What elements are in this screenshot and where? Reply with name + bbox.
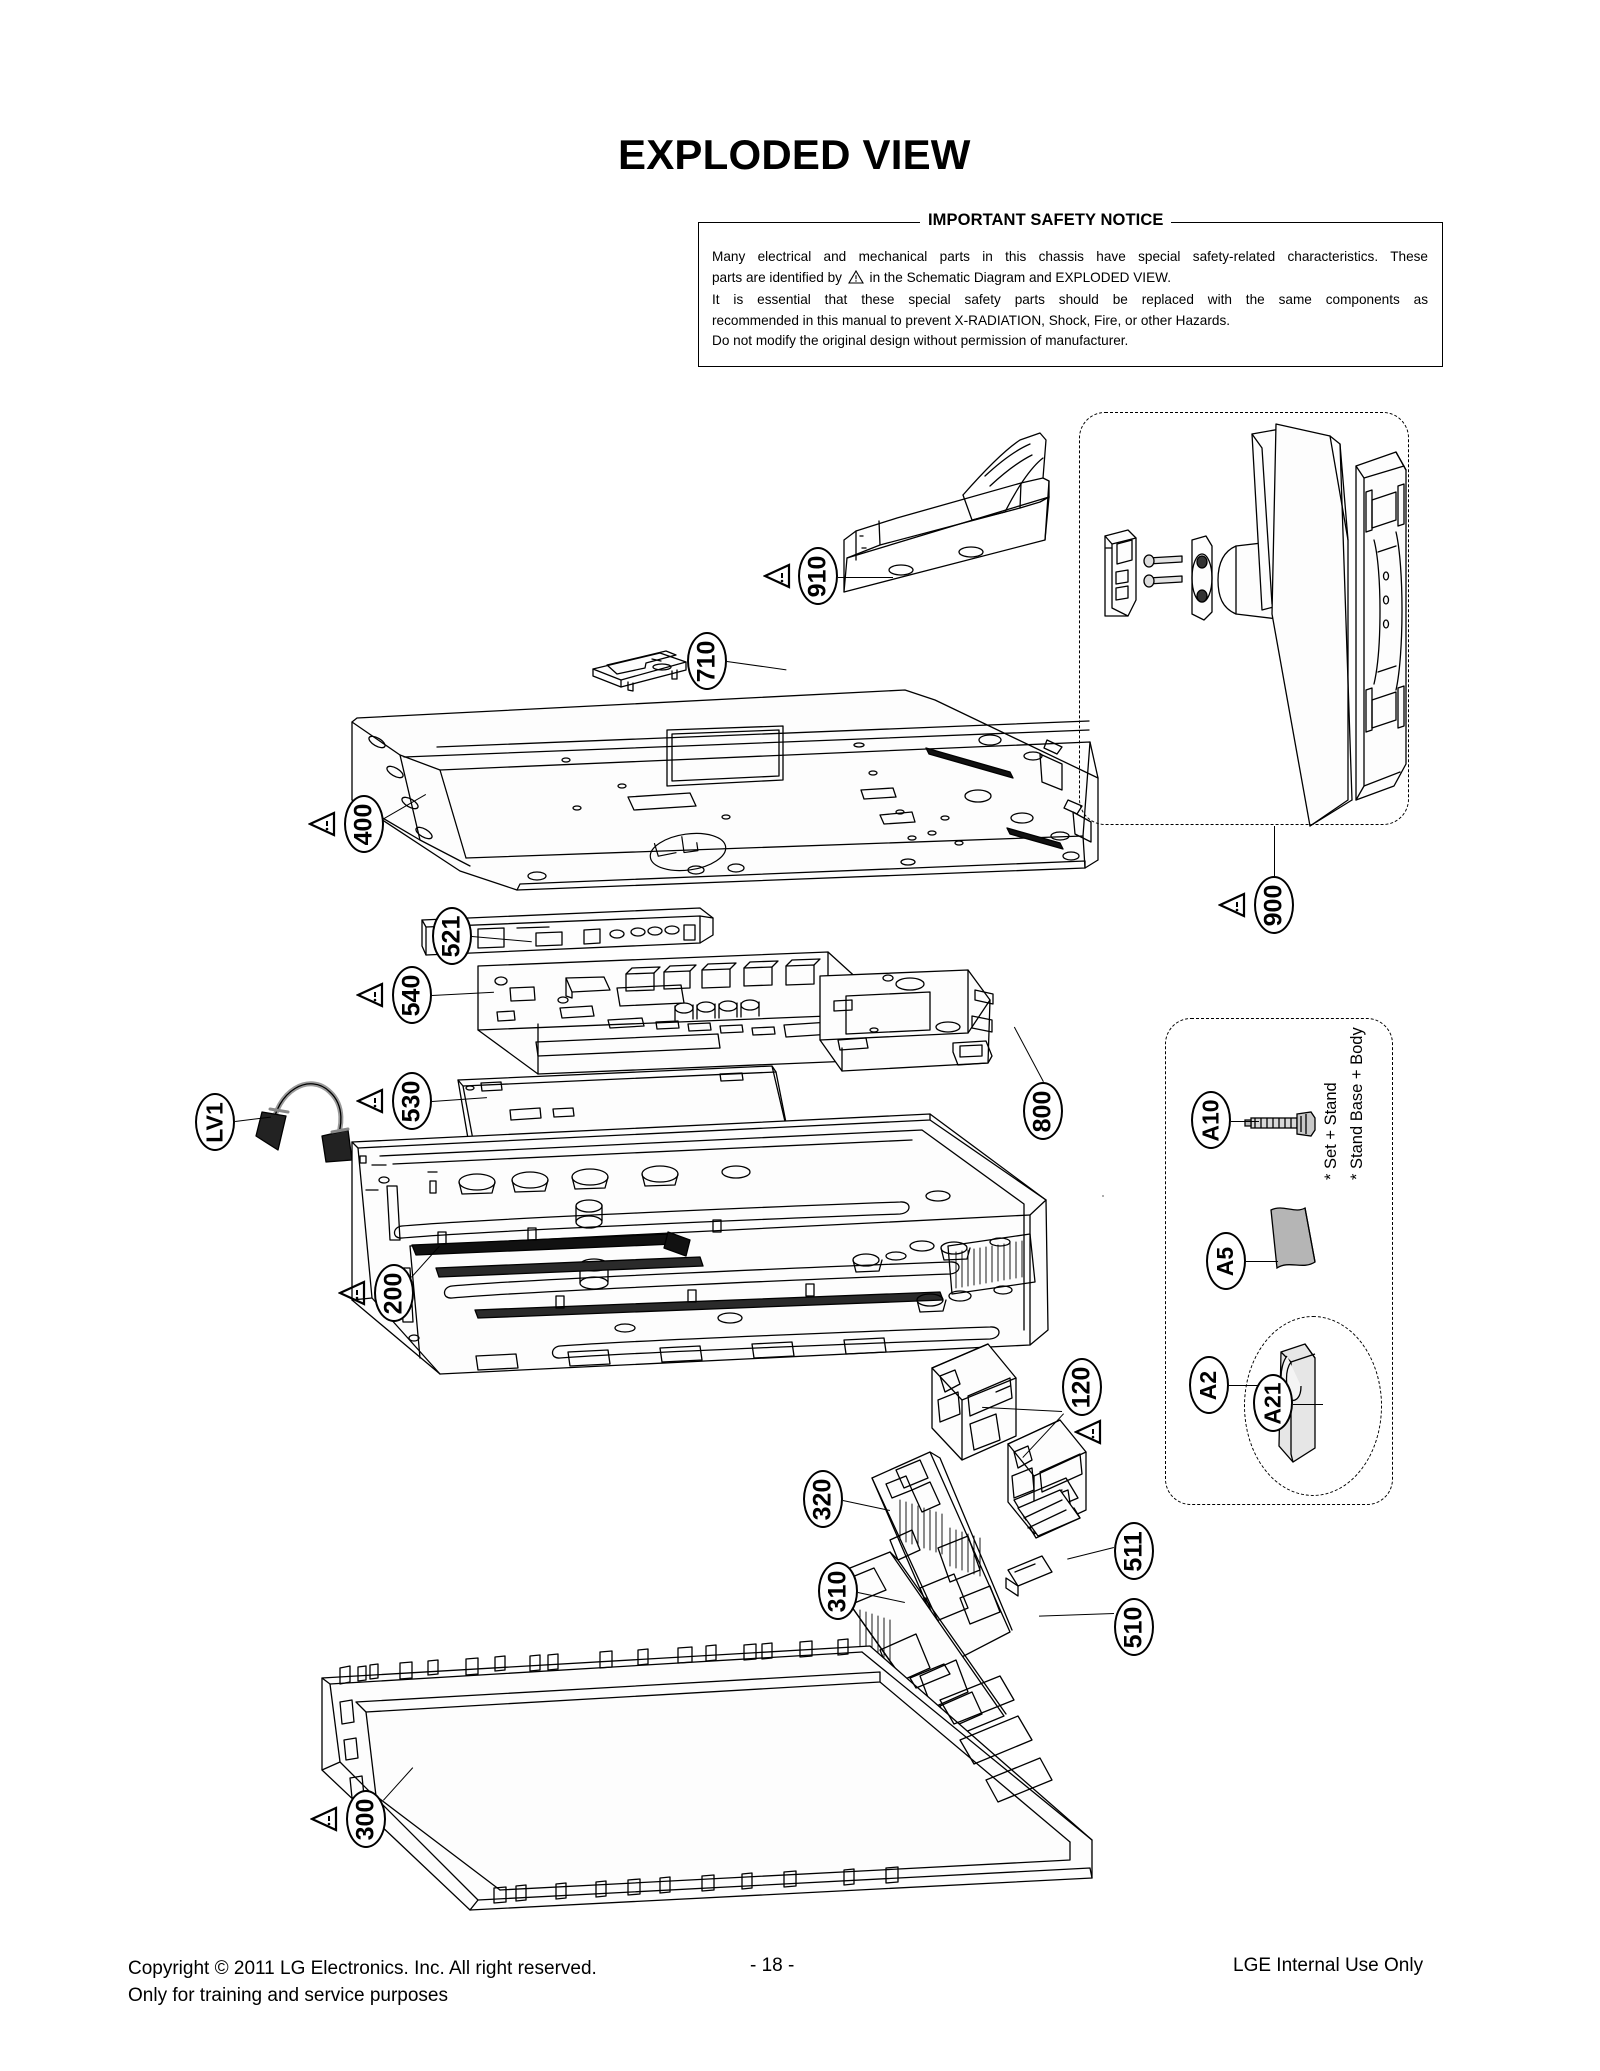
callout-710[interactable] xyxy=(687,632,727,690)
leader-A2 xyxy=(1229,1385,1259,1386)
callout-800[interactable] xyxy=(1023,1082,1063,1140)
callout-A10[interactable] xyxy=(1191,1091,1231,1149)
stand-assembly-dashed-box xyxy=(1079,412,1409,825)
safety-warning-icon-300 xyxy=(310,1805,340,1833)
callout-521-label: 521 xyxy=(437,915,466,957)
safety-warning-icon-900 xyxy=(1218,891,1248,919)
callout-320-label: 320 xyxy=(808,1478,837,1520)
callout-A5-label: A5 xyxy=(1212,1246,1239,1276)
callout-521[interactable] xyxy=(432,907,472,965)
callout-A2-label: A2 xyxy=(1195,1370,1222,1400)
safety-warning-icon-400 xyxy=(308,810,338,838)
callout-511-label: 511 xyxy=(1119,1530,1148,1572)
footer-copyright xyxy=(128,1955,597,2009)
accessory-note-1: * Set + Stand xyxy=(1322,1082,1340,1180)
part-LV1-lvds-cable xyxy=(256,1084,352,1162)
callout-800-label: 800 xyxy=(1028,1090,1057,1132)
footer-copyright-line1: Copyright © 2011 LG Electronics. Inc. All right reserved. xyxy=(128,1958,597,1979)
callout-511[interactable] xyxy=(1114,1522,1154,1580)
callout-910-label: 910 xyxy=(803,555,832,597)
footer-page-number: - 18 - xyxy=(750,1955,795,1976)
callout-A21-label: A21 xyxy=(1259,1381,1286,1425)
leader-900 xyxy=(1274,826,1275,878)
callout-LV1[interactable] xyxy=(195,1093,235,1151)
callout-310-label: 310 xyxy=(823,1570,852,1612)
callout-540-label: 540 xyxy=(397,974,426,1016)
part-A10-screw xyxy=(1245,1112,1315,1136)
callout-320[interactable] xyxy=(803,1470,843,1528)
footer-copyright-line2: Only for training and service purposes xyxy=(128,1985,448,2006)
part-800-bracket xyxy=(820,970,993,1071)
safety-line-4: recommended in this manual to prevent X-RADIATION, Shock, Fire, or other Hazards. xyxy=(712,312,1231,328)
part-200-lcd-module xyxy=(352,1114,1048,1374)
part-910-stand-base xyxy=(844,433,1049,592)
safety-line-2b: in the Schematic Diagram and EXPLODED VIEW. xyxy=(869,269,1171,285)
footer-internal-use: LGE Internal Use Only xyxy=(1233,1955,1424,1976)
callout-900-label: 900 xyxy=(1259,884,1288,926)
callout-200[interactable] xyxy=(374,1264,414,1322)
leader-A5 xyxy=(1246,1261,1278,1262)
callout-120[interactable] xyxy=(1062,1358,1102,1416)
part-510-connector-strip xyxy=(1006,1556,1052,1596)
safety-warning-icon-910 xyxy=(763,562,793,590)
callout-LV1-label: LV1 xyxy=(201,1101,228,1143)
part-A5-cloth xyxy=(1271,1208,1315,1268)
callout-120-label: 120 xyxy=(1067,1366,1096,1408)
safety-line-2a: parts are identified by xyxy=(712,269,842,285)
callout-300-label: 300 xyxy=(351,1798,380,1840)
part-400-back-cover xyxy=(349,690,1098,890)
callout-710-label: 710 xyxy=(692,640,721,682)
page-title: EXPLODED VIEW xyxy=(618,131,971,178)
callout-510[interactable] xyxy=(1114,1598,1154,1656)
callout-530[interactable] xyxy=(392,1072,432,1130)
callout-A10-label: A10 xyxy=(1197,1098,1224,1142)
safety-notice-legend: IMPORTANT SAFETY NOTICE xyxy=(920,211,1171,230)
safety-line-1: Many electrical and mechanical parts in this chassis have special safety-related characteristics. These xyxy=(712,249,1428,264)
callout-400[interactable] xyxy=(344,795,384,853)
safety-warning-icon-530 xyxy=(356,1087,386,1115)
callout-300[interactable] xyxy=(346,1790,386,1848)
callout-A21[interactable] xyxy=(1253,1374,1293,1432)
safety-warning-icon-120 xyxy=(1074,1418,1104,1446)
safety-line-5: Do not modify the original design without permission of manufacturer. xyxy=(712,333,1129,348)
accessory-note-2: * Stand Base + Body xyxy=(1348,1027,1366,1180)
leader-A10 xyxy=(1231,1121,1259,1122)
callout-200-label: 200 xyxy=(379,1272,408,1314)
safety-line-3: It is essential that these special safety parts should be replaced with the same components as xyxy=(712,292,1428,307)
callout-900[interactable] xyxy=(1254,876,1294,934)
callout-530-label: 530 xyxy=(397,1080,426,1122)
callout-A5[interactable] xyxy=(1206,1232,1246,1290)
callout-910[interactable] xyxy=(798,547,838,605)
safety-warning-icon-200 xyxy=(338,1279,368,1307)
callout-540[interactable] xyxy=(392,966,432,1024)
callout-A2[interactable] xyxy=(1189,1356,1229,1414)
callout-310[interactable] xyxy=(818,1562,858,1620)
safety-warning-icon-540 xyxy=(356,981,386,1009)
leader-910 xyxy=(838,577,893,578)
leader-A21 xyxy=(1293,1404,1323,1405)
callout-510-label: 510 xyxy=(1119,1606,1148,1648)
callout-400-label: 400 xyxy=(349,803,378,845)
part-710-button-bracket xyxy=(593,651,686,691)
